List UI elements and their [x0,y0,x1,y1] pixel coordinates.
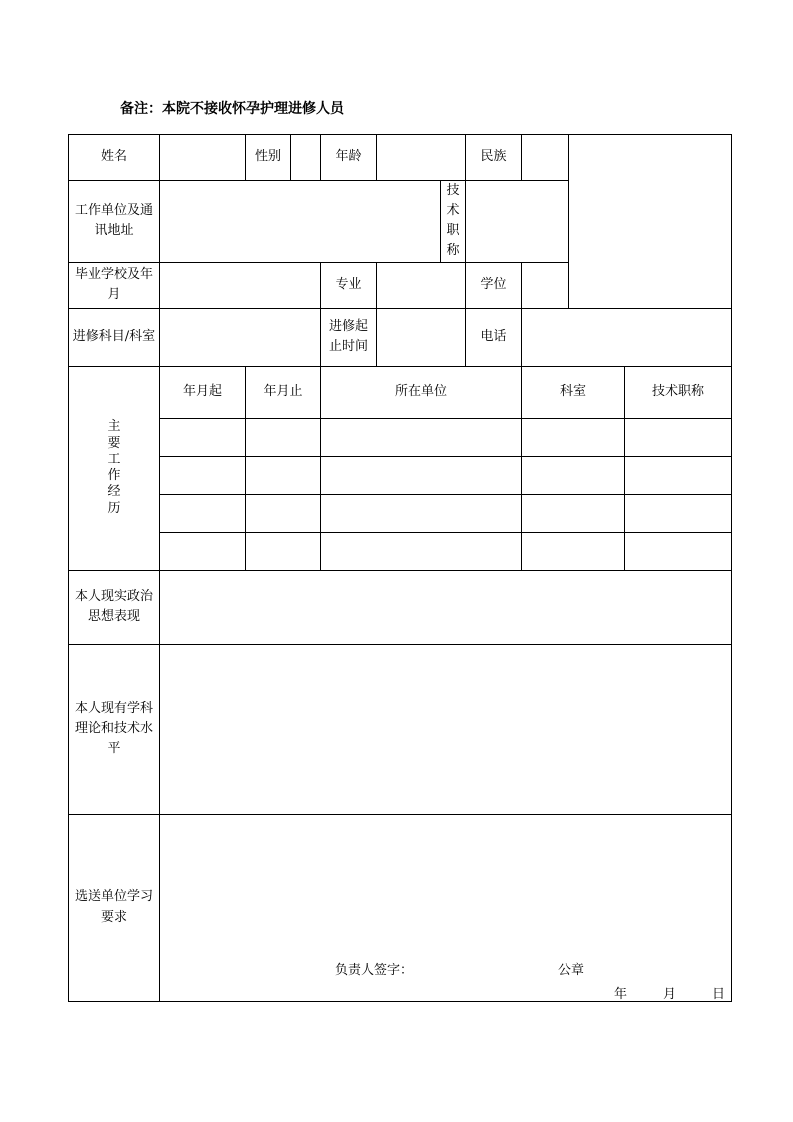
subject-label: 进修科目/科室 [69,308,160,366]
experience-row [69,456,732,494]
exp-title-cell[interactable] [625,532,732,570]
exp-dept-cell[interactable] [522,532,625,570]
ethnicity-label: 民族 [466,135,522,181]
exp-header-dept: 科室 [522,366,625,418]
exp-end-cell[interactable] [246,532,321,570]
exp-header-unit: 所在单位 [321,366,522,418]
seal-label: 公章 [558,962,585,978]
date-month: 月 [662,986,676,1002]
tech-title-label: 技术职称 [441,181,466,263]
exp-unit-cell[interactable] [321,456,522,494]
work-unit-value[interactable] [160,181,441,263]
gender-value[interactable] [291,135,321,181]
period-value[interactable] [377,308,466,366]
tech-title-value[interactable] [466,181,569,263]
school-value[interactable] [160,262,321,308]
exp-dept-cell[interactable] [522,418,625,456]
exp-header-start: 年月起 [160,366,246,418]
exp-start-cell[interactable] [160,418,246,456]
exp-end-cell[interactable] [246,494,321,532]
age-label: 年龄 [321,135,377,181]
experience-label: 主要工作经历 [107,419,121,516]
experience-row [69,532,732,570]
major-value[interactable] [377,262,466,308]
exp-title-cell[interactable] [625,418,732,456]
school-label: 毕业学校及年月 [69,262,160,308]
name-value[interactable] [160,135,246,181]
skill-label: 本人现有学科理论和技术水平 [69,644,160,814]
subject-value[interactable] [160,308,321,366]
name-label: 姓名 [69,135,160,181]
photo-box [569,135,732,309]
politics-label: 本人现实政治思想表现 [69,570,160,644]
politics-value[interactable] [160,570,732,644]
requirements-value[interactable] [160,814,732,1001]
age-value[interactable] [377,135,466,181]
exp-end-cell[interactable] [246,418,321,456]
form-note: 备注：本院不接收怀孕护理进修人员 [120,101,344,117]
signature-label: 负责人签字： [335,962,414,978]
gender-label: 性别 [246,135,291,181]
exp-unit-cell[interactable] [321,532,522,570]
experience-row [69,418,732,456]
exp-start-cell[interactable] [160,456,246,494]
phone-value[interactable] [522,308,732,366]
application-form [68,134,732,1002]
exp-unit-cell[interactable] [321,494,522,532]
exp-end-cell[interactable] [246,456,321,494]
experience-label-cell [69,366,160,570]
exp-start-cell[interactable] [160,532,246,570]
period-label: 进修起止时间 [321,308,377,366]
exp-start-cell[interactable] [160,494,246,532]
exp-header-end: 年月止 [246,366,321,418]
degree-label: 学位 [466,262,522,308]
exp-title-cell[interactable] [625,494,732,532]
ethnicity-value[interactable] [522,135,569,181]
major-label: 专业 [321,262,377,308]
date-year: 年 [613,986,627,1002]
degree-value[interactable] [522,262,569,308]
work-unit-label: 工作单位及通讯地址 [69,181,160,263]
phone-label: 电话 [466,308,522,366]
skill-value[interactable] [160,644,732,814]
exp-header-title: 技术职称 [625,366,732,418]
exp-title-cell[interactable] [625,456,732,494]
experience-row [69,494,732,532]
exp-unit-cell[interactable] [321,418,522,456]
requirements-label: 选送单位学习要求 [69,814,160,1001]
exp-dept-cell[interactable] [522,494,625,532]
date-day: 日 [712,986,726,1002]
exp-dept-cell[interactable] [522,456,625,494]
date-line [614,985,725,1002]
